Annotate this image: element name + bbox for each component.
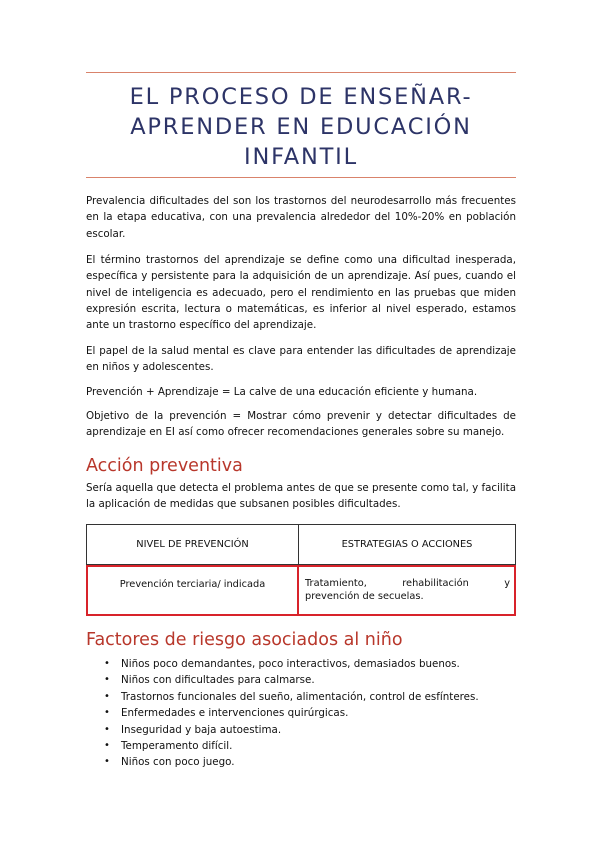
table-header-estrategias: ESTRATEGIAS O ACCIONES bbox=[298, 524, 516, 565]
title-line-3: INFANTIL bbox=[244, 144, 358, 170]
list-item: • Niños con dificultades para calmarse. bbox=[104, 672, 516, 688]
bullet-icon: • bbox=[104, 707, 110, 719]
table-cell-estrategias bbox=[297, 565, 516, 616]
paragraph-accion-preventiva: Sería aquella que detecta el problema antes de que se presente como tal, y facilita la aplicación de medidas que subsanen posibles dificultades. bbox=[86, 482, 517, 511]
list-item: • Niños con poco juego. bbox=[104, 754, 516, 770]
risk-factors-list bbox=[104, 656, 516, 771]
prevention-table bbox=[86, 524, 516, 616]
table-cell-nivel bbox=[86, 565, 299, 616]
bullet-icon: • bbox=[104, 658, 110, 669]
table-cell-nivel-text: Prevención terciaria/ indicada bbox=[119, 579, 266, 590]
table-header-nivel: NIVEL DE PREVENCIÓN bbox=[86, 524, 299, 565]
heading-factores-riesgo: Factores de riesgo asociados al niño bbox=[86, 630, 403, 650]
heading-accion-preventiva: Acción preventiva bbox=[86, 456, 243, 476]
bullet-icon: • bbox=[104, 690, 110, 702]
bullet-icon: • bbox=[104, 723, 110, 735]
title-line-2: APRENDER EN EDUCACIÓN bbox=[130, 114, 472, 140]
document-title bbox=[86, 82, 516, 172]
list-item: • Niños poco demandantes, poco interactivos, demasiados buenos. bbox=[104, 656, 516, 672]
list-item: • Trastornos funcionales del sueño, alimentación, control de esfínteres. bbox=[104, 689, 516, 705]
title-bottom-rule bbox=[86, 177, 516, 178]
paragraph-definition: El término trastornos del aprendizaje se define como una dificultad inesperada, específica y persistente para la adquisición de un aprendizaje. Así pues, cuando el nivel de inteligencia es adecuado, pero el rendimiento en las pruebas que miden expresión escrita, lectura o matemáticas, es inferior al nivel esperado, estamos ante un trastorno específico del aprendizaje. bbox=[86, 254, 516, 332]
list-item: • Enfermedades e intervenciones quirúrgicas. bbox=[104, 705, 516, 721]
bullet-icon: • bbox=[104, 756, 110, 768]
title-top-rule bbox=[86, 72, 516, 73]
table-cell-estrategias-line-2: prevención de secuelas. bbox=[305, 591, 424, 602]
list-item: • Temperamento difícil. bbox=[104, 738, 516, 754]
paragraph-equation: Prevención + Aprendizaje = La calve de una educación eficiente y humana. bbox=[86, 386, 478, 398]
bullet-icon: • bbox=[104, 739, 110, 751]
list-item: • Inseguridad y baja autoestima. bbox=[104, 722, 516, 738]
paragraph-mental-health: El papel de la salud mental es clave para entender las dificultades de aprendizaje en niños y adolescentes. bbox=[86, 345, 516, 374]
title-line-1: EL PROCESO DE ENSEÑAR- bbox=[129, 84, 473, 110]
bullet-icon: • bbox=[104, 674, 110, 686]
paragraph-objective: Objetivo de la prevención = Mostrar cómo prevenir y detectar dificultades de aprendizaje en EI así como ofrecer recomendaciones generales sobre su manejo. bbox=[86, 410, 516, 439]
paragraph-prevalence: Prevalencia dificultades del son los trastornos del neurodesarrollo más frecuentes en la etapa educativa, con una prevalencia alrededor del 10%-20% en población escolar. bbox=[86, 195, 516, 240]
table-cell-estrategias-line-1: Tratamiento, rehabilitación y bbox=[305, 578, 510, 589]
